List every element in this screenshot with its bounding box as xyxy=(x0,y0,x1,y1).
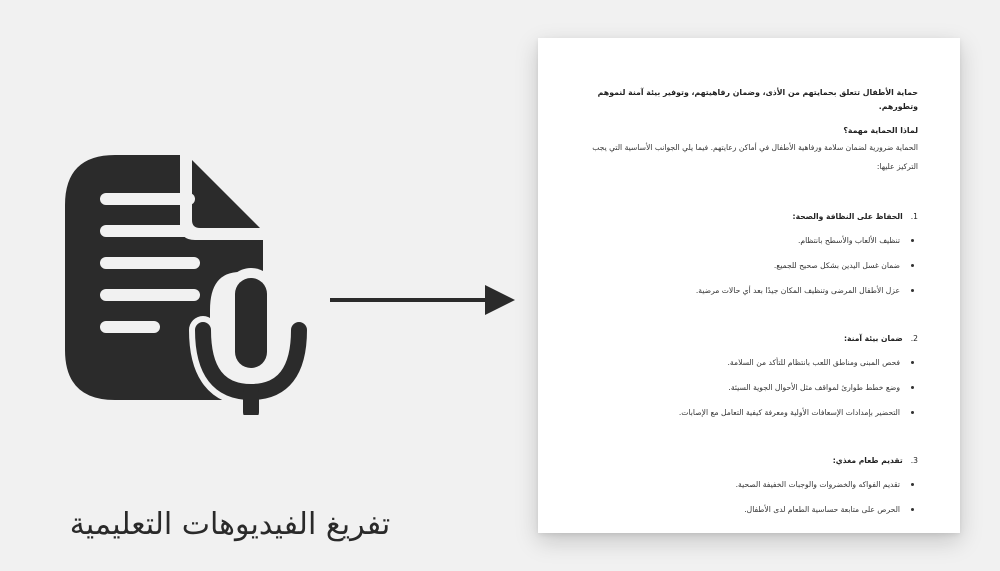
section-title: ضمان بيئة آمنة: xyxy=(843,334,903,343)
bullet-list xyxy=(578,478,918,517)
section-heading xyxy=(578,332,918,346)
section-title: الحفاظ على النظافة والصحة: xyxy=(792,212,903,221)
section-title: تقديم طعام مغذي: xyxy=(832,456,903,465)
section-heading xyxy=(578,454,918,468)
list-item: تقديم الفواكه والخضروات والوجبات الخفيفة الصحية. xyxy=(578,478,900,492)
document-title: حماية الأطفال تتعلق بحمايتهم من الأذى، وضمان رفاهيتهم، وتوفير بيئة آمنة لنموهم وتطورهم. xyxy=(597,88,918,111)
list-item: التحضير بإمدادات الإسعافات الأولية ومعرفة كيفية التعامل مع الإصابات. xyxy=(578,406,900,420)
section-heading xyxy=(578,210,918,224)
section-2 xyxy=(578,332,918,420)
list-item: ضمان غسل اليدين بشكل صحيح للجميع. xyxy=(578,259,900,273)
document-page xyxy=(538,38,960,533)
section-number: 3. xyxy=(910,456,918,465)
bullet-list xyxy=(578,234,918,298)
section-number: 1. xyxy=(910,212,918,221)
section-3 xyxy=(578,454,918,517)
list-item: عزل الأطفال المرضى وتنظيف المكان جيدًا بعد أي حالات مرضية. xyxy=(578,284,900,298)
document-heading: لماذا الحماية مهمة؟ xyxy=(843,126,918,135)
document-intro: الحماية ضرورية لضمان سلامة ورفاهية الأطفال في أماكن رعايتهم. فيما يلي الجوانب الأساسية التي يجب التركيز عليها: xyxy=(592,143,918,171)
section-number: 2. xyxy=(910,334,918,343)
arrow-right-icon xyxy=(330,283,515,317)
list-item: الحرص على متابعة حساسية الطعام لدى الأطفال. xyxy=(578,503,900,517)
list-item: وضع خطط طوارئ لمواقف مثل الأحوال الجوية السيئة. xyxy=(578,381,900,395)
caption-title: تفريغ الفيديوهات التعليمية xyxy=(69,507,391,542)
document-microphone-icon xyxy=(60,150,320,415)
section-1 xyxy=(578,210,918,298)
list-item: فحص المبنى ومناطق اللعب بانتظام للتأكد من السلامة. xyxy=(578,356,900,370)
bullet-list xyxy=(578,356,918,420)
list-item: تنظيف الألعاب والأسطح بانتظام. xyxy=(578,234,900,248)
